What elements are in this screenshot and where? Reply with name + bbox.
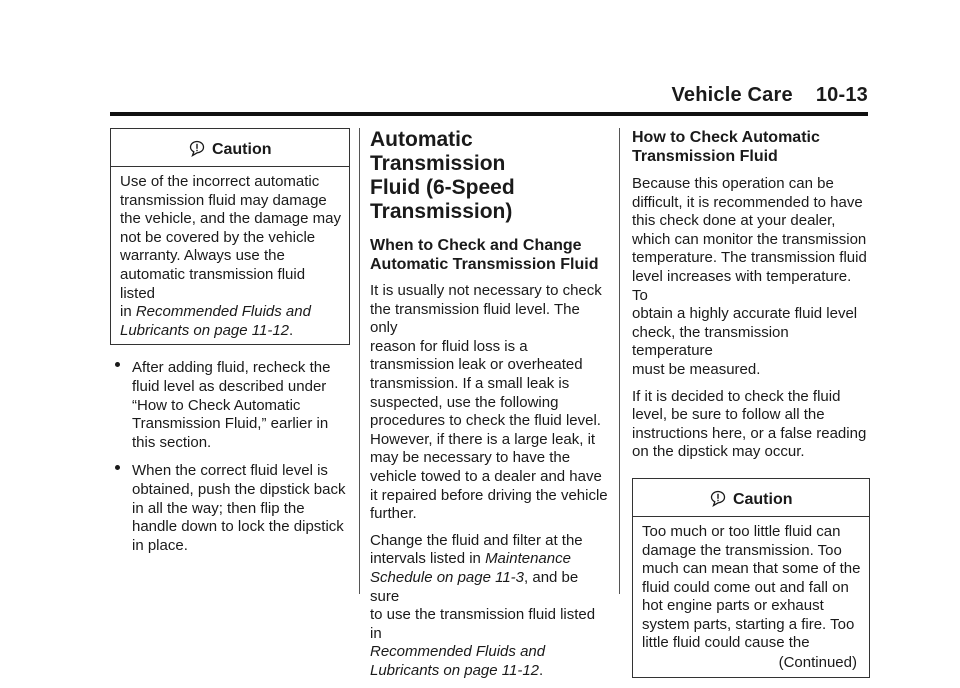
text-line: which can monitor the transmission <box>632 230 867 248</box>
cross-reference: Schedule on page 11‑3 <box>370 568 525 586</box>
text-line: vehicle towed to a dealer and have <box>370 467 602 485</box>
paragraph <box>370 282 610 524</box>
text-line: warranty. Always use the <box>120 247 285 265</box>
cross-reference: Recommended Fluids and <box>370 643 546 661</box>
text-fragment: intervals listed in <box>370 550 486 568</box>
caution-box <box>632 478 870 678</box>
text-line: the transmission fluid level. The only <box>370 300 580 337</box>
text-line: hot engine parts or exhaust <box>642 597 824 615</box>
text-line: “How to Check Automatic <box>132 396 301 414</box>
text-line: Because this operation can be <box>632 175 834 192</box>
text-line: obtain a highly accurate fluid level <box>632 305 858 323</box>
caution-text <box>633 517 869 677</box>
heading-line: When to Check and Change <box>370 237 582 254</box>
list-item <box>110 462 350 555</box>
text-fragment: , and be sure <box>370 568 579 605</box>
page-number: 10-13 <box>815 84 868 106</box>
text-line: Transmission Fluid,” earlier in <box>132 415 329 433</box>
caution-title: Caution <box>732 490 793 508</box>
text-line: this check done at your dealer, <box>632 212 836 230</box>
heading-line: Transmission) <box>370 200 513 223</box>
section-title: Vehicle Care <box>671 84 793 106</box>
text-line <box>120 303 341 322</box>
text-line: level increases with temperature. To <box>632 267 852 304</box>
text-line: automatic transmission fluid listed <box>120 265 306 302</box>
text-line: transmission leak or overheated <box>370 356 583 374</box>
continued-label: (Continued) <box>778 654 857 672</box>
text-line: level, be sure to follow all the <box>632 406 825 424</box>
text-fragment: in <box>120 303 136 321</box>
middle-column <box>370 128 610 688</box>
page-header <box>671 84 868 107</box>
text-line: procedures to check the fluid level. <box>370 412 601 430</box>
column-divider <box>619 128 620 594</box>
text-line: reason for fluid loss is a <box>370 337 528 355</box>
heading-line: Automatic Transmission <box>370 128 506 175</box>
text-line: to use the transmission fluid listed in <box>370 606 596 642</box>
paragraph <box>632 388 870 462</box>
caution-icon <box>189 140 205 157</box>
section-heading <box>370 128 610 224</box>
text-line: After adding fluid, recheck the <box>132 359 331 377</box>
text-line: handle down to lock the dipstick <box>132 518 344 536</box>
heading-line: Fluid (6‑Speed <box>370 176 515 199</box>
caution-icon <box>710 490 726 507</box>
list-item <box>110 359 350 452</box>
text-line: When the correct fluid level is <box>132 462 328 480</box>
text-line: transmission fluid may damage <box>120 191 327 209</box>
text-line: on the dipstick may occur. <box>632 443 805 461</box>
text-line: Use of the incorrect automatic <box>120 173 320 190</box>
text-line: the vehicle, and the damage may <box>120 210 341 228</box>
subsection-heading <box>632 128 870 166</box>
heading-line: Automatic Transmission Fluid <box>370 256 599 273</box>
text-line: fluid level as described under <box>132 377 327 395</box>
caution-text <box>111 167 349 344</box>
column-divider <box>359 128 360 594</box>
text-line: Change the fluid and filter at the <box>370 531 583 549</box>
paragraph <box>632 175 870 380</box>
cross-reference: Lubricants on page 11‑12 <box>370 661 540 679</box>
text-line: difficult, it is recommended to have <box>632 193 863 211</box>
text-line: fluid could come out and fall on <box>642 578 849 596</box>
text-line: check, the transmission temperature <box>632 323 789 360</box>
text-line: However, if there is a large leak, it <box>370 430 596 448</box>
text-line: It is usually not necessary to check <box>370 282 602 299</box>
right-column <box>632 128 870 678</box>
text-line: further. <box>370 505 417 523</box>
cross-reference: Maintenance <box>485 550 571 568</box>
left-column <box>110 128 350 565</box>
text-line <box>120 322 341 341</box>
text-line <box>370 662 610 681</box>
caution-header <box>633 479 869 517</box>
bullet-list <box>110 359 350 555</box>
caution-title: Caution <box>211 141 272 158</box>
text-line: If it is decided to check the fluid <box>632 387 841 405</box>
text-line: temperature. The transmission fluid <box>632 249 867 267</box>
cross-reference: Lubricants on page 11‑12 <box>120 321 290 339</box>
text-line: may be necessary to have the <box>370 449 571 467</box>
text-line <box>370 569 610 606</box>
text-line: obtained, push the dipstick back <box>132 480 346 498</box>
text-line: must be measured. <box>632 360 761 378</box>
text-line: damage the transmission. Too <box>642 541 842 559</box>
text-line: Too much or too little fluid can <box>642 522 841 540</box>
caution-box <box>110 128 350 345</box>
paragraph <box>370 532 610 681</box>
text-line: it repaired before driving the vehicle <box>370 486 608 504</box>
caution-header <box>111 129 349 167</box>
text-line: in place. <box>132 536 188 554</box>
text-line <box>370 550 610 569</box>
text-line: suspected, use the following <box>370 393 559 411</box>
text-line: instructions here, or a false reading <box>632 424 867 442</box>
cross-reference: Recommended Fluids and <box>135 303 311 321</box>
text-line: not be covered by the vehicle <box>120 228 316 246</box>
text-line: much can mean that some of the <box>642 560 861 578</box>
text-line: in all the way; then flip the <box>132 499 305 517</box>
text-line: little fluid could cause the <box>642 634 810 652</box>
heading-line: How to Check Automatic <box>632 129 820 146</box>
text-line: system parts, starting a fire. Too <box>642 615 855 633</box>
text-line: this section. <box>132 433 212 451</box>
text-fragment: . <box>539 661 544 679</box>
text-fragment: . <box>289 321 294 339</box>
text-line: transmission. If a small leak is <box>370 374 570 392</box>
subsection-heading <box>370 236 610 274</box>
header-rule <box>110 112 868 116</box>
heading-line: Transmission Fluid <box>632 148 778 165</box>
